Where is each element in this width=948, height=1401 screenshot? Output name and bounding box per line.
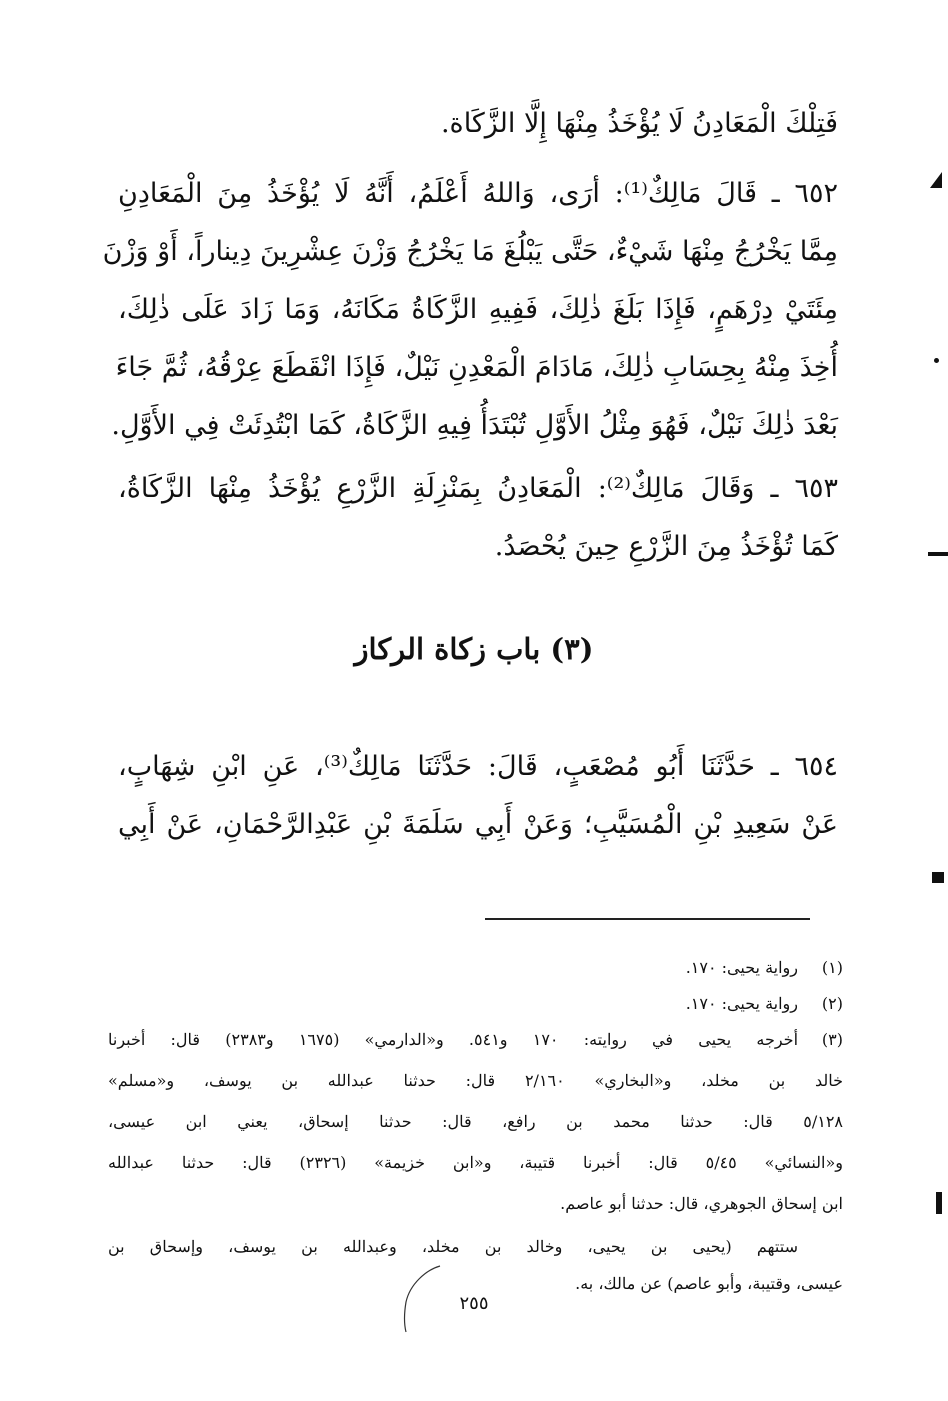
text-line: أُخِذَ مِنْهُ بِحِسَابِ ذٰلِكَ، مَادَامَ الْمَعْدِنِ نَيْلٌ، فَإِذَا انْقَطَعَ عِرْقُهُ، ثُمَّ جَاءَ: [115, 352, 838, 383]
footnote-continuation: [108, 1065, 843, 1096]
page-number: ٢٥٥: [459, 1293, 489, 1314]
text-line: ٦٥٣ ـ وَقَالَ مَالِكٌ⁽²⁾: الْمَعَادِنُ بِمَنْزِلَةِ الزَّرْعِ يُؤْخَذُ مِنْهَا الزَّكَاةُ،: [118, 473, 839, 504]
chapter-heading: (٣) باب زكاة الركاز: [354, 632, 594, 666]
text-line: كَمَا تُؤْخَذُ مِنَ الزَّرْعِ حِينَ يُحْصَدُ.: [494, 531, 838, 562]
text-line: مِمَّا يَخْرُجُ مِنْهَا شَيْءٌ، حَتَّى يَبْلُغَ مَا يَخْرُجُ وَزْنَ عِشْرِينَ دِيناراً، أَوْ وَزْنَ: [102, 236, 838, 267]
footnote: [108, 988, 843, 1019]
text-line: مِئَتَيْ دِرْهَمٍ، فَإِذَا بَلَغَ ذٰلِكَ، فَفِيهِ الزَّكَاةُ مَكَانَهُ، وَمَا زَادَ عَلَى ذٰلِكَ،: [118, 294, 838, 325]
summary-text: ستتهم (يحيى بن يحيى، وخالد بن مخلد، وعبدالله بن يوسف، وإسحاق بن: [108, 1237, 798, 1256]
text-line: ٦٥٢ ـ قَالَ مَالِكٌ⁽¹⁾: أرَى، وَاللهُ أَعْلَمُ، أَنَّهُ لَا يُؤْخَذُ مِنَ الْمَعَادِنِ: [118, 178, 838, 209]
footnote-separator: [485, 918, 810, 920]
paragraph-653: [118, 460, 838, 576]
footnote-number: (٢): [821, 994, 843, 1013]
intro-paragraph: [118, 95, 838, 153]
footnote-text: و«النسائي» ٥/٤٥ قال: أخبرنا قتيبة، و«ابن خزيمة» (٢٣٢٦) قال: حدثنا عبدالله: [108, 1153, 844, 1172]
text-line: عَنْ سَعِيدِ بْنِ الْمُسَيَّبِ؛ وَعَنْ أَبِي سَلَمَةَ بْنِ عَبْدِالرَّحْمَانِ، عَنْ أَبِي: [118, 809, 838, 840]
footnote-text: أخرجه يحيى في روايته: ١٧٠ و٥٤١. و«الدارمي» (١٦٧٥ و٢٣٨٣) قال: أخبرنا: [108, 1030, 799, 1049]
pen-mark-scribble: [396, 1262, 446, 1332]
text-line: فَتِلْكَ الْمَعَادِنُ لَا يُؤْخَذُ مِنْهَا إِلَّا الزَّكَاة.: [440, 108, 838, 139]
scan-margin-mark: [930, 172, 942, 188]
footnote: [108, 1024, 843, 1055]
paragraph-652: [102, 165, 838, 455]
footnote-text: ابن إسحاق الجوهري، قال: حدثنا أبو عاصم.: [560, 1194, 843, 1213]
footnote-number: (١): [821, 958, 843, 977]
scan-margin-mark: [932, 872, 944, 883]
footnote-continuation: [108, 1106, 843, 1137]
paragraph-654: [118, 738, 838, 854]
footnote: [108, 952, 843, 983]
text-line: بَعْدَ ذٰلِكَ نَيْلٌ، فَهُوَ مِثْلُ الأَوَّلِ تُبْتَدَأُ فِيهِ الزَّكَاةُ، كَمَا ابْتُدِئَتْ فِي الأَوَّلِ.: [111, 410, 838, 441]
summary-text: عيسى، وقتيبة، وأبو عاصم) عن مالك، به.: [575, 1274, 843, 1293]
footnote-continuation: [108, 1147, 843, 1178]
footnotes: [108, 952, 843, 1299]
footnote-text: رواية يحيى: ١٧٠.: [685, 958, 798, 977]
text-line: ٦٥٤ ـ حَدَّثَنَا أَبُو مُصْعَبٍ، قَالَ: حَدَّثَنَا مَالِكٌ⁽³⁾، عَنِ ابْنِ شِهَابٍ،: [118, 751, 838, 782]
footnote-text: رواية يحيى: ١٧٠.: [685, 994, 798, 1013]
scan-margin-mark: [934, 358, 939, 363]
scan-margin-mark: [928, 552, 948, 556]
footnote-continuation: [108, 1188, 843, 1219]
footnote-number: (٣): [821, 1030, 843, 1049]
footnote-text: خالد بن مخلد، و«البخاري» ٢/١٦٠ قال: حدثنا عبدالله بن يوسف، و«مسلم»: [108, 1071, 843, 1090]
summary-paragraph: [108, 1231, 843, 1262]
scan-margin-mark: [936, 1192, 942, 1214]
footnote-text: ٥/١٢٨ قال: حدثنا محمد بن رافع، قال: حدثنا إسحاق، يعني ابن عيسى،: [108, 1112, 843, 1131]
